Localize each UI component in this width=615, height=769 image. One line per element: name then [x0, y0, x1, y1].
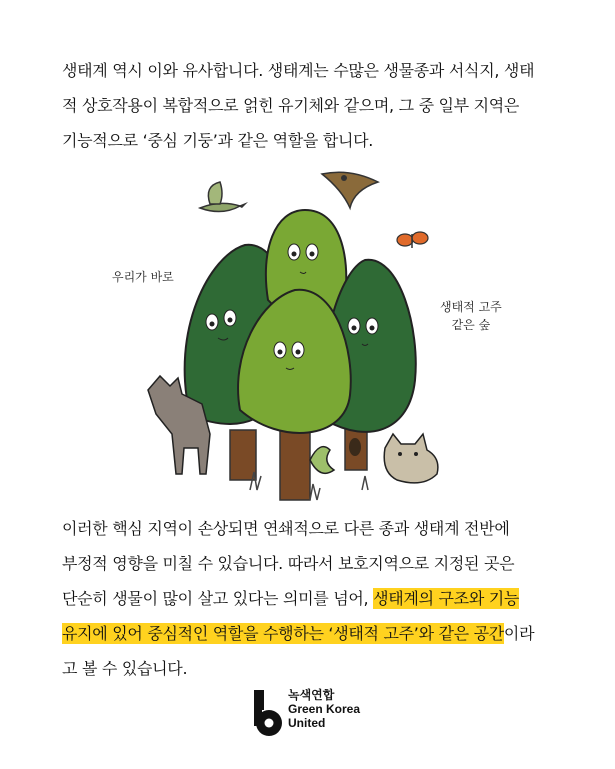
forest-illustration: [100, 160, 520, 510]
logo-english-line: Green Korea: [288, 702, 361, 716]
trunk-left: [230, 430, 256, 480]
logo-english-line: United: [288, 716, 326, 730]
highlighted-text: 유지에 있어 중심적인 역할을 수행하는 ‘생태적 고주’와 같은 공간: [62, 624, 504, 643]
green-korea-mark-icon: [252, 688, 282, 740]
caption-right-line: 같은 숲: [451, 318, 491, 332]
caption-left: 우리가 바로: [112, 270, 174, 284]
logo-korean-name: 녹색연합: [288, 688, 335, 702]
logo-text: [288, 688, 360, 730]
text-segment: 단순히 생물이 많이 살고 있다는 의미를 넘어,: [62, 589, 369, 608]
top-paragraph: [62, 53, 562, 158]
text-line: [62, 581, 562, 616]
bottom-paragraph: [62, 511, 562, 686]
text-line: 기능적으로 ‘중심 기둥’과 같은 역할을 합니다.: [62, 131, 374, 150]
text-line: 부정적 영향을 미칠 수 있습니다. 따라서 보호지역으로 지정된 곳은: [62, 554, 515, 573]
caption-right-line: 생태적 고주: [440, 300, 502, 314]
bird-right-icon: [322, 172, 378, 208]
text-line: 적 상호작용이 복합적으로 얽힌 유기체와 같으며, 그 중 일부 지역은: [62, 96, 520, 115]
snake-icon: [310, 447, 334, 474]
text-segment: 이라: [503, 624, 535, 643]
highlighted-text: 생태계의 구조와 기능: [373, 589, 520, 608]
caption-right: [440, 298, 502, 334]
trunk-center: [280, 430, 310, 500]
text-line: 이러한 핵심 지역이 손상되면 연쇄적으로 다른 종과 생태계 전반에: [62, 519, 510, 538]
beetle-icon: [349, 438, 361, 456]
text-line: 고 볼 수 있습니다.: [62, 659, 188, 678]
cat-icon: [384, 434, 438, 483]
butterfly-icon: [397, 232, 428, 248]
text-line: 생태계 역시 이와 유사합니다. 생태계는 수많은 생물종과 서식지, 생태: [62, 61, 535, 80]
text-line: [62, 616, 562, 651]
bird-left-icon: [200, 182, 248, 212]
green-korea-logo: [252, 688, 360, 740]
